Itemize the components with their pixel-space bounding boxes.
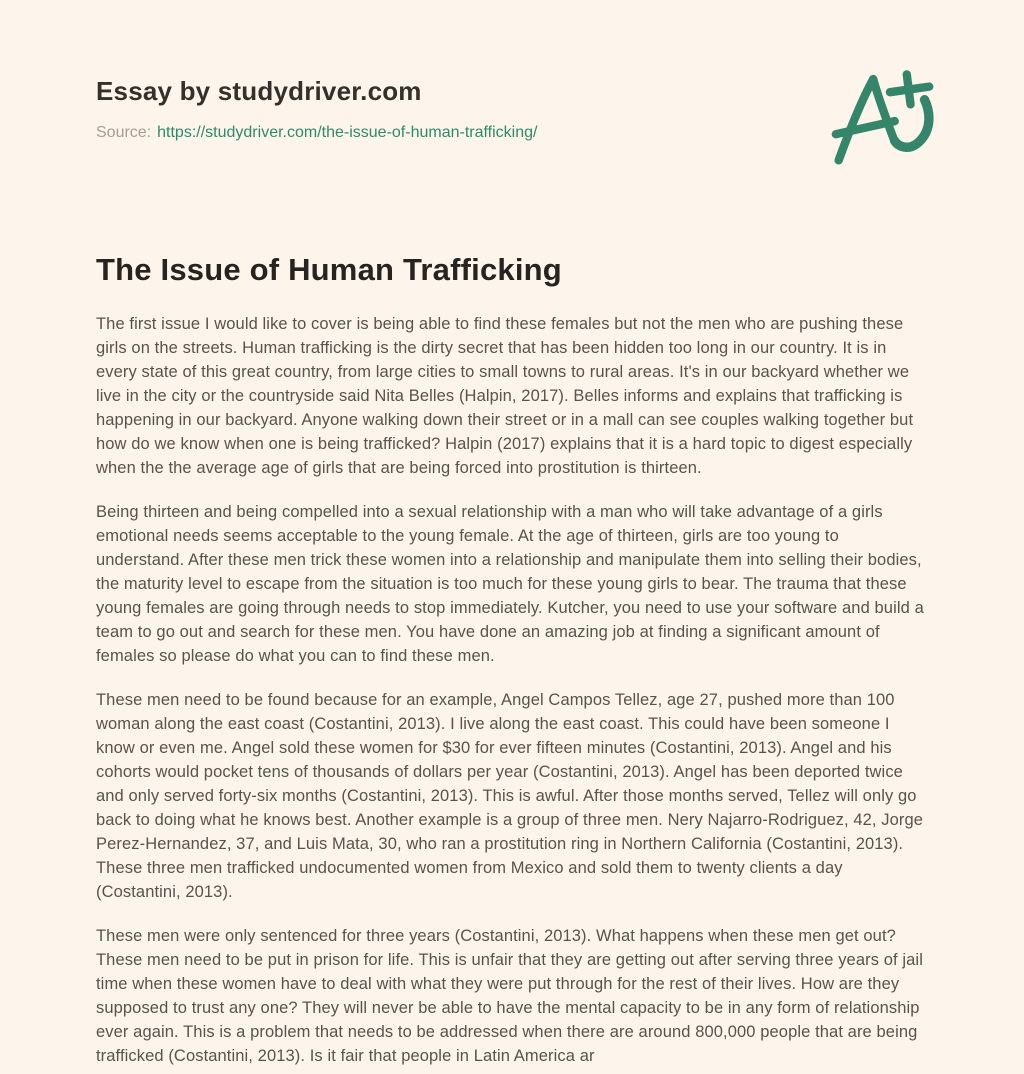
studydriver-a-plus-logo-icon xyxy=(820,62,946,170)
source-label: Source: xyxy=(96,124,152,141)
essay-title: The Issue of Human Trafficking xyxy=(96,252,562,287)
essay-paragraph-3: These men need to be found because for an example, Angel Campos Tellez, age 27, pushed more than 100 woman along the east coast (Costantini, 2013). I live along the east coast. This could have been someone I know or even me. Angel sold these women for $30 for ever fifteen minutes (Costantini, 2013). Angel and his cohorts would pocket tens of thousands of dollars per year (Costantini, 2013). Angel has been deported twice and only served forty-six months (Costantini, 2013). This is awful. After those months served, Tellez will only go back to doing what he knows best. Another example is a group of three men. Nery Najarro-Rodriguez, 42, Jorge Perez-Hernandez, 37, and Luis Mata, 30, who ran a prostitution ring in Northern California (Costantini, 2013). These three men trafficked undocumented women from Mexico and sold them to twenty clients a day (Costantini, 2013). xyxy=(96,691,924,901)
page-header xyxy=(96,0,928,142)
essay-body xyxy=(96,312,928,1068)
essay-paragraph-1: The first issue I would like to cover is being able to find these females but not the men who are pushing these girls on the streets. Human trafficking is the dirty secret that has been hidden too long in our country. It is in every state of this great country, from large cities to small towns to rural areas. It's in our backyard whether we live in the city or the countryside said Nita Belles (Halpin, 2017). Belles informs and explains that trafficking is happening in our backyard. Anyone walking down their street or in a mall can see couples walking together but how do we know when one is being trafficked? Halpin (2017) explains that it is a hard topic to digest especially when the the average age of girls that are being forced into prostitution is thirteen. xyxy=(96,315,914,477)
essay-paragraph-4: These men were only sentenced for three years (Costantini, 2013). What happens when these men get out? These men need to be put in prison for life. This is unfair that they are getting out after serving three years of jail time when these women have to deal with what they were put through for the rest of their lives. How are they supposed to trust any one? They will never be able to have the mental capacity to be in any form of relationship ever again. This is a problem that needs to be addressed when there are around 800,000 people that are being trafficked (Costantini, 2013). Is it fair that people in Latin America ar xyxy=(96,927,923,1065)
essay-paragraph-2: Being thirteen and being compelled into a sexual relationship with a man who will take advantage of a girls emotional needs seems acceptable to the young female. At the age of thirteen, girls are too young to understand. After these men trick these women into a relationship and manipulate them into selling their bodies, the maturity level to escape from the situation is too much for these young girls to bear. The trauma that these young females are going through needs to stop immediately. Kutcher, you need to use your software and build a team to go out and search for these men. You have done an amazing job at finding a significant amount of females so please do what you can to find these men. xyxy=(96,503,924,665)
site-title: Essay by studydriver.com xyxy=(96,76,422,106)
source-link[interactable]: https://studydriver.com/the-issue-of-human-trafficking/ xyxy=(157,124,538,141)
source-line xyxy=(96,124,928,142)
